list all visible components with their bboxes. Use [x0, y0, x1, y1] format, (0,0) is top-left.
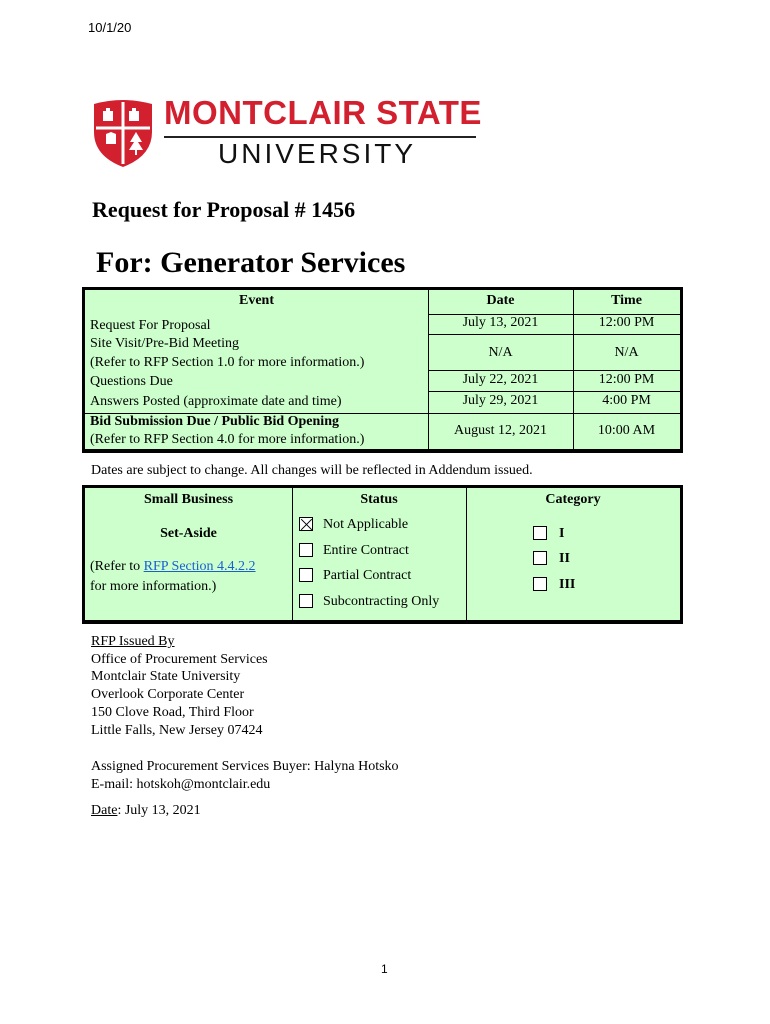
status-checkbox-partial-contract[interactable]: [299, 568, 313, 582]
event-note: (Refer to RFP Section 4.0 for more information.): [90, 432, 365, 447]
status-label: Entire Contract: [323, 543, 409, 558]
buyer-email: E-mail: hotskoh@montclair.edu: [91, 776, 271, 792]
status-label: Not Applicable: [323, 517, 409, 532]
time-cell: 4:00 PM: [602, 393, 651, 408]
status-label: Partial Contract: [323, 568, 412, 583]
document-date-value: : July 13, 2021: [117, 803, 201, 818]
date-cell: July 29, 2021: [462, 393, 539, 408]
issuer-heading: RFP Issued By: [91, 634, 175, 649]
date-cell: July 13, 2021: [462, 315, 539, 330]
event-note: (Refer to RFP Section 1.0 for more information.): [90, 355, 365, 370]
document-date: [91, 803, 201, 819]
event-cell: Questions Due: [90, 374, 173, 389]
time-cell: 12:00 PM: [598, 372, 655, 387]
category-label: I: [559, 526, 565, 541]
university-logo: [92, 94, 482, 170]
issuer-line: Little Falls, New Jersey 07424: [91, 722, 263, 738]
issuer-line: Office of Procurement Services: [91, 651, 268, 667]
status-header: Status: [360, 492, 398, 507]
date-cell: August 12, 2021: [454, 423, 547, 438]
rfp-subject-title: For: Generator Services: [96, 246, 406, 279]
buyer-block: [91, 758, 399, 793]
issuer-line: Montclair State University: [91, 669, 241, 685]
category-checkbox-ii[interactable]: [533, 551, 547, 565]
column-header-time: Time: [611, 293, 642, 308]
logo-wordmark-line1: MONTCLAIR STATE: [164, 94, 482, 131]
category-checkbox-iii[interactable]: [533, 577, 547, 591]
status-label: Subcontracting Only: [323, 594, 440, 609]
issuer-line: Overlook Corporate Center: [91, 687, 245, 703]
time-cell: N/A: [614, 345, 639, 360]
shield-icon: [92, 98, 154, 168]
category-label: III: [559, 577, 576, 592]
set-aside-label: Set-Aside: [160, 526, 217, 541]
logo-wordmark-line2: UNIVERSITY: [218, 138, 417, 169]
event-cell: Answers Posted (approximate date and time): [90, 394, 342, 409]
event-cell: Bid Submission Due / Public Bid Opening: [90, 414, 339, 429]
status-checkbox-subcontracting-only[interactable]: [299, 594, 313, 608]
rfp-section-link[interactable]: RFP Section 4.4.2.2: [143, 559, 256, 574]
category-label: II: [559, 551, 570, 566]
category-checkbox-i[interactable]: [533, 526, 547, 540]
refer-text-suffix: for more information.): [90, 579, 217, 594]
date-cell: N/A: [488, 345, 513, 360]
column-header-event: Event: [239, 293, 274, 308]
event-cell: Request For Proposal: [90, 318, 211, 333]
event-cell: Site Visit/Pre-Bid Meeting: [90, 336, 240, 351]
document-date-label: Date: [91, 803, 118, 818]
status-checkbox-entire-contract[interactable]: [299, 543, 313, 557]
category-header: Category: [545, 492, 601, 507]
column-header-date: Date: [486, 293, 515, 308]
status-checkbox-not-applicable[interactable]: [299, 517, 313, 531]
page-number: 1: [381, 962, 388, 976]
issuer-block: [91, 633, 268, 739]
dates-change-note: Dates are subject to change. All changes will be reflected in Addendum issued.: [91, 463, 533, 478]
issuer-line: 150 Clove Road, Third Floor: [91, 704, 254, 720]
small-business-header: Small Business: [143, 492, 234, 507]
rfp-number-title: Request for Proposal # 1456: [92, 197, 356, 222]
buyer-name: Assigned Procurement Services Buyer: Halyna Hotsko: [91, 759, 399, 774]
small-business-table: [82, 485, 683, 624]
date-cell: July 22, 2021: [462, 372, 539, 387]
header-date: 10/1/20: [88, 20, 132, 35]
time-cell: 12:00 PM: [598, 315, 655, 330]
refer-text: (Refer to RFP Section 4.4.2.2: [90, 559, 256, 574]
time-cell: 10:00 AM: [597, 423, 656, 438]
schedule-table: [82, 287, 683, 453]
